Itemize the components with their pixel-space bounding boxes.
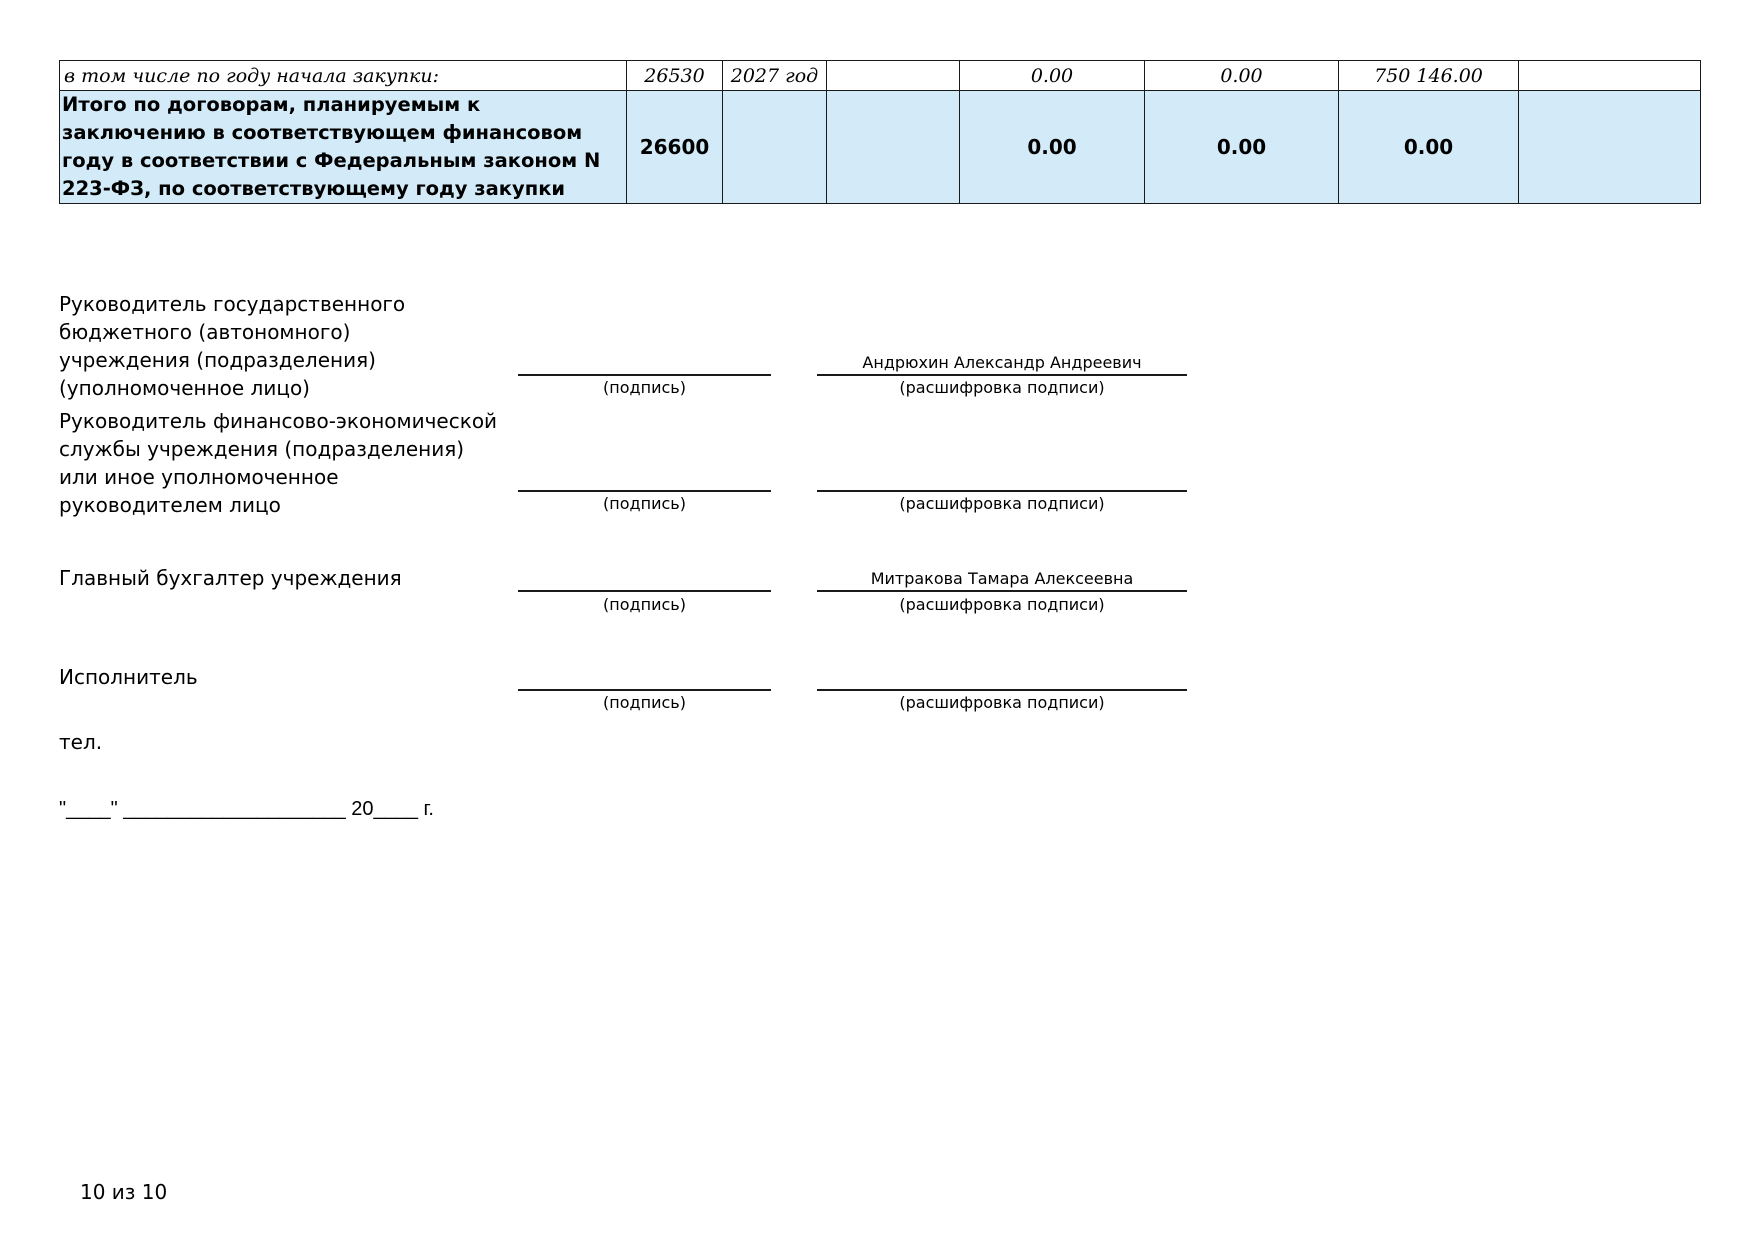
finance-name-line <box>817 490 1187 492</box>
executor-name-line <box>817 689 1187 691</box>
row-cell: 0.00 <box>1339 91 1519 204</box>
finance-sign-caption: (подпись) <box>603 494 686 513</box>
finance-signature-line <box>518 490 771 492</box>
page-number: 10 из 10 <box>80 1180 168 1204</box>
row-cell: 0.00 <box>1145 91 1339 204</box>
row-code: 26530 <box>627 61 723 91</box>
head-name-line <box>817 374 1187 376</box>
head-signature-name: Андрюхин Александр Андреевич <box>862 353 1142 372</box>
executor-signature-label: Исполнитель <box>59 665 198 689</box>
finance-name-caption: (расшифровка подписи) <box>899 494 1105 513</box>
row-code: 26600 <box>627 91 723 204</box>
row-cell <box>1519 91 1701 204</box>
row-cell <box>827 91 960 204</box>
row-cell <box>827 61 960 91</box>
accountant-signature-line <box>518 590 771 592</box>
head-signature-line <box>518 374 771 376</box>
row-label: в том числе по году начала закупки: <box>60 61 627 91</box>
accountant-sign-caption: (подпись) <box>603 595 686 614</box>
head-sign-caption: (подпись) <box>603 378 686 397</box>
summary-table <box>59 60 1701 204</box>
table-row-total <box>60 91 1701 204</box>
accountant-signature-name: Митракова Тамара Алексеевна <box>870 569 1134 588</box>
row-cell: 0.00 <box>960 61 1145 91</box>
head-name-caption: (расшифровка подписи) <box>899 378 1105 397</box>
table-row <box>60 61 1701 91</box>
accountant-signature-label: Главный бухгалтер учреждения <box>59 566 402 590</box>
row-cell <box>1519 61 1701 91</box>
executor-sign-caption: (подпись) <box>603 693 686 712</box>
row-label: Итого по договорам, планируемым к заключению в соответствующем финансовом году в соответствии с Федеральным законом N 223-ФЗ, по соответствующему году закупки <box>60 91 627 204</box>
finance-signature-label: Руководитель финансово-экономической службы учреждения (подразделения) или иное уполномоченное руководителем лицо <box>59 409 498 517</box>
row-cell: 0.00 <box>1145 61 1339 91</box>
date-line: "____" ____________________ 20____ г. <box>59 798 434 820</box>
accountant-name-line <box>817 590 1187 592</box>
row-cell: 0.00 <box>960 91 1145 204</box>
row-year <box>723 91 827 204</box>
head-signature-label: Руководитель государственного бюджетного (автономного) учреждения (подразделения) (уполномоченное лицо) <box>59 292 406 400</box>
executor-name-caption: (расшифровка подписи) <box>899 693 1105 712</box>
row-cell: 750 146.00 <box>1339 61 1519 91</box>
phone-label: тел. <box>59 730 103 754</box>
executor-signature-line <box>518 689 771 691</box>
row-year: 2027 год <box>723 61 827 91</box>
accountant-name-caption: (расшифровка подписи) <box>899 595 1105 614</box>
